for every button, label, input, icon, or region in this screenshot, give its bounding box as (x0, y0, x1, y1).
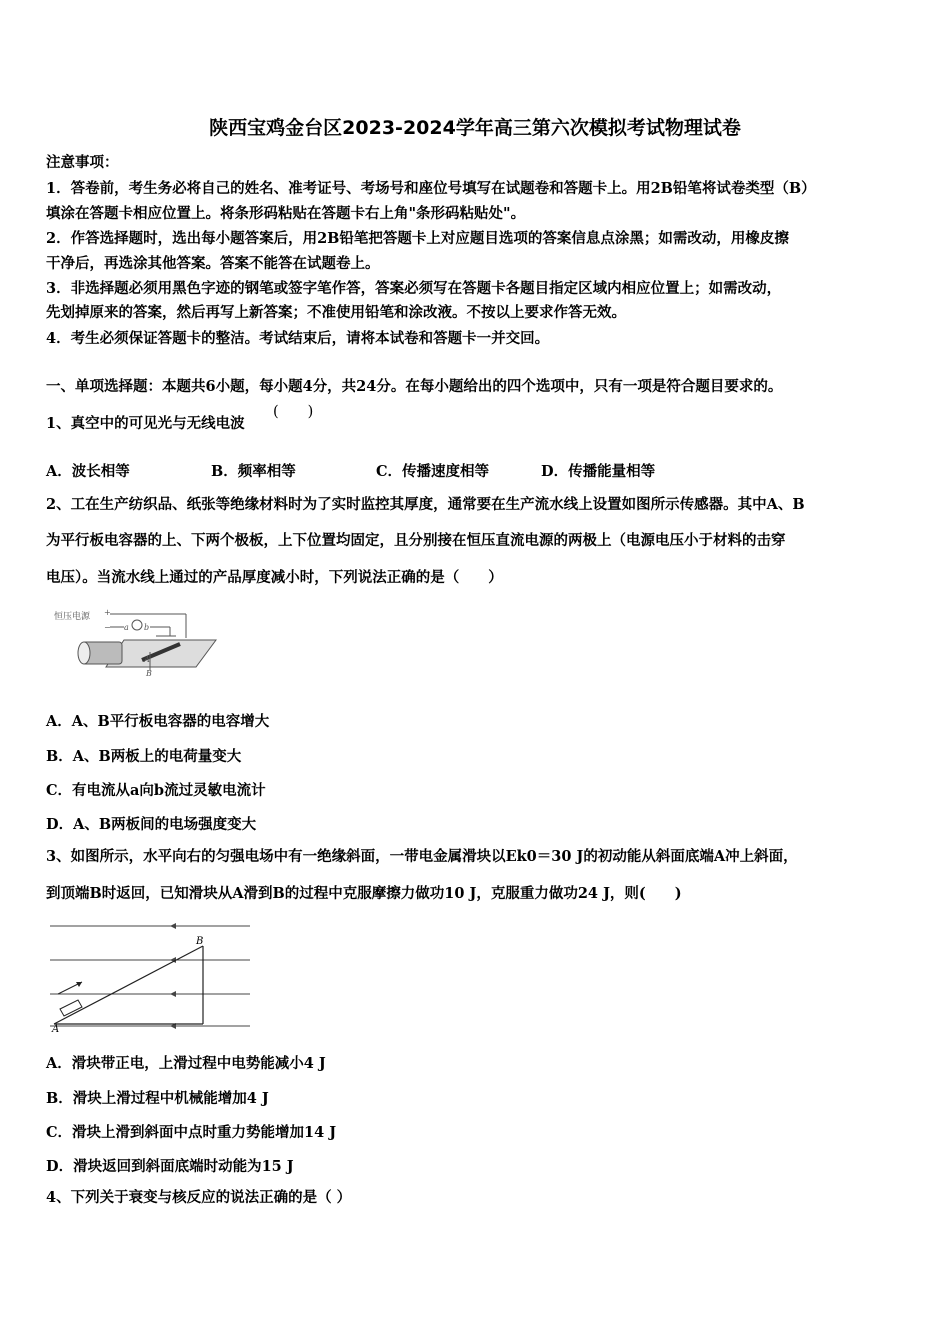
figure-label-a: a (124, 623, 129, 632)
incline-field-figure (46, 918, 256, 1033)
section-heading: 一、单项选择题：本题共6小题，每小题4分，共24分。在每小题给出的四个选项中，只有一项是符合题目要求的。 (46, 378, 783, 395)
q2-option-c: C．有电流从a向b流过灵敏电流计 (46, 782, 266, 799)
capacitor-sensor-figure (46, 602, 226, 684)
question-3-stem: 3、如图所示，水平向右的匀强电场中有一绝缘斜面，一带电金属滑块以Ek0＝30 J的初动能从斜面底端A冲上斜面， (46, 848, 798, 865)
notice-heading: 注意事项： (46, 154, 119, 171)
question-4-stem: 4、下列关于衰变与核反应的说法正确的是（ ） (46, 1189, 352, 1206)
question-3-stem: 到顶端B时返回，已知滑块从A滑到B的过程中克服摩擦力做功10 J，克服重力做功24 J，则( ) (46, 885, 682, 902)
notice-line: 4．考生必须保证答题卡的整洁。考试结束后，请将本试卷和答题卡一并交回。 (46, 330, 550, 347)
figure-label-A: A (52, 1024, 60, 1033)
figure-label-A: A (144, 655, 150, 664)
notice-line: 先划掉原来的答案，然后再写上新答案；不准使用铅笔和涂改液。不按以上要求作答无效。 (46, 304, 626, 321)
answer-paren: ( ) (273, 404, 314, 420)
question-1-stem: 1、真空中的可见光与无线电波 (46, 415, 245, 432)
figure-label-b: b (144, 623, 150, 632)
figure-label-B: B (146, 669, 152, 678)
q2-option-d: D．A、B两板间的电场强度变大 (46, 816, 257, 833)
notice-line: 2．作答选择题时，选出每小题答案后，用2B铅笔把答题卡上对应题目选项的答案信息点涂黑；如需改动，用橡皮擦 (46, 230, 789, 247)
q3-option-b: B．滑块上滑过程中机械能增加4 J (46, 1090, 269, 1107)
q1-option-d: D．传播能量相等 (541, 463, 656, 480)
q1-option-c: C．传播速度相等 (376, 463, 490, 480)
page-title: 陕西宝鸡金台区2023-2024学年高三第六次模拟考试物理试卷 (209, 117, 741, 139)
q2-option-a: A．A、B平行板电容器的电容增大 (46, 713, 270, 730)
notice-line: 3．非选择题必须用黑色字迹的钢笔或签字笔作答，答案必须写在答题卡各题目指定区域内相应位置上；如需改动， (46, 280, 782, 297)
figure-label-minus: − (104, 623, 111, 632)
q3-option-c: C．滑块上滑到斜面中点时重力势能增加14 J (46, 1124, 337, 1141)
question-2-stem: 电压）。当流水线上通过的产品厚度减小时，下列说法正确的是（ ） (46, 569, 503, 586)
notice-line: 1．答卷前，考生务必将自己的姓名、准考证号、考场号和座位号填写在试题卷和答题卡上。用2B铅笔将试卷类型（B） (46, 180, 816, 197)
figure-label-B: B (196, 936, 204, 947)
q1-option-b: B．频率相等 (211, 463, 296, 480)
question-2-stem: 为平行板电容器的上、下两个极板，上下位置均固定，且分别接在恒压直流电源的两极上（电源电压小于材料的击穿 (46, 532, 786, 549)
notice-line: 干净后，再选涂其他答案。答案不能答在试题卷上。 (46, 255, 380, 272)
q3-option-d: D．滑块返回到斜面底端时动能为15 J (46, 1158, 294, 1175)
figure-label-plus: + (104, 608, 111, 617)
q1-option-a: A．波长相等 (46, 463, 130, 480)
q3-option-a: A．滑块带正电，上滑过程中电势能减小4 J (46, 1055, 326, 1072)
question-2-stem: 2、工在生产纺织品、纸张等绝缘材料时为了实时监控其厚度，通常要在生产流水线上设置如图所示传感器。其中A、B (46, 496, 805, 513)
figure-label-source: 恒压电源 (54, 612, 91, 622)
notice-line: 填涂在答题卡相应位置上。将条形码粘贴在答题卡右上角"条形码粘贴处"。 (46, 205, 526, 222)
q2-option-b: B．A、B两板上的电荷量变大 (46, 748, 242, 765)
